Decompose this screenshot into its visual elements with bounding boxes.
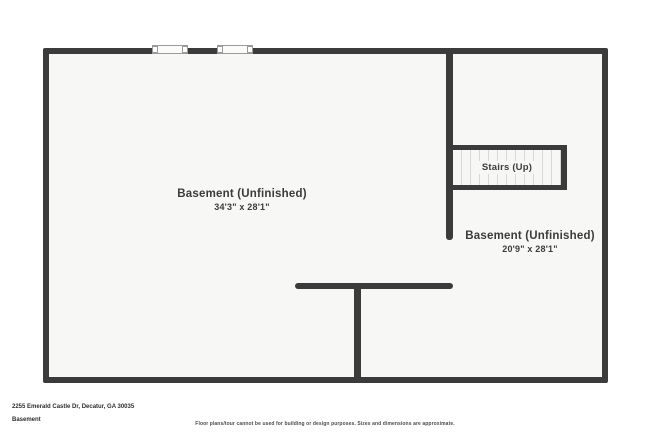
- staircase: [453, 145, 567, 190]
- room-label-right-basement: [465, 230, 594, 254]
- room-dimensions: 34'3" x 28'1": [214, 202, 270, 212]
- stairs-label: Stairs (Up): [479, 161, 535, 174]
- basement-outline: [43, 48, 608, 383]
- room-name: Basement (Unfinished): [177, 188, 307, 200]
- room-dimensions: 20'9" x 28'1": [502, 244, 558, 254]
- room-label-main-basement: [177, 188, 306, 212]
- interior-wall-vertical-lower: [354, 283, 361, 383]
- interior-wall-horizontal: [295, 283, 453, 289]
- disclaimer-text: Floor plans/tour cannot be used for building or design purposes. Sizes and dimensions are approximate.: [195, 421, 455, 427]
- window-icon: [217, 45, 253, 54]
- room-name: Basement (Unfinished): [465, 230, 595, 242]
- property-address: 2255 Emerald Castle Dr, Decatur, GA 30035: [12, 404, 135, 410]
- floor-level-label: Basement: [12, 417, 41, 423]
- interior-wall-vertical-divider: [446, 48, 453, 240]
- window-icon: [152, 45, 188, 54]
